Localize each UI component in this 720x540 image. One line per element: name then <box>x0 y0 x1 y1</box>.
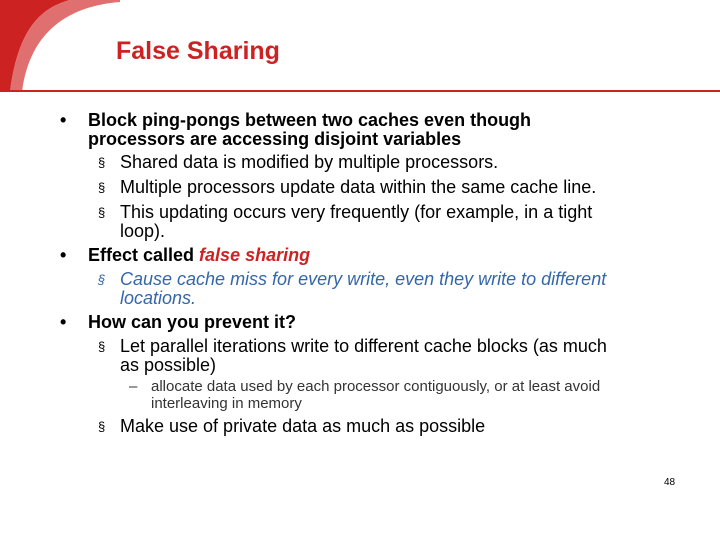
sub-bullet-item <box>98 336 607 356</box>
sub-sub-bullet-item <box>129 378 601 395</box>
bullet-marker: • <box>60 312 67 332</box>
page-number: 48 <box>664 477 676 488</box>
sub-bullet-text-continued: as possible) <box>120 355 217 375</box>
sub-bullet-marker: § <box>98 205 106 220</box>
sub-bullet-item <box>98 202 593 222</box>
sub-sub-bullet-text-continued: interleaving in memory <box>151 395 302 412</box>
sub-sub-bullet-marker: – <box>129 378 138 395</box>
sub-bullet-text: Shared data is modified by multiple processors. <box>120 152 499 172</box>
sub-bullet-marker: § <box>98 419 106 434</box>
sub-bullet-text: Make use of private data as much as possible <box>120 416 486 436</box>
sub-bullet-text: This updating occurs very frequently (for example, in a tight <box>120 202 593 222</box>
sub-bullet-marker: § <box>98 180 106 195</box>
sub-bullet-marker: § <box>98 155 106 170</box>
bullet-marker: • <box>60 245 67 265</box>
title-divider <box>0 90 720 92</box>
slide-title: False Sharing <box>116 37 280 65</box>
sub-sub-bullet-text: allocate data used by each processor contiguously, or at least avoid <box>151 378 601 395</box>
sub-bullet-item <box>98 152 499 172</box>
sub-bullet-item <box>98 416 486 436</box>
sub-bullet-marker: § <box>98 339 106 354</box>
sub-bullet-item <box>98 269 607 289</box>
sub-bullet-item <box>98 177 597 197</box>
bullet-text-prefix: Effect called <box>88 245 200 265</box>
sub-bullet-text-continued: loop). <box>120 221 166 241</box>
sub-bullet-text-continued: locations. <box>120 288 197 308</box>
sub-bullet-marker: § <box>98 272 106 287</box>
sub-bullet-text: Let parallel iterations write to different cache blocks (as much <box>120 336 607 356</box>
corner-swoosh-graphic <box>0 0 120 92</box>
bullet-item <box>60 110 532 130</box>
bullet-marker: • <box>60 110 67 130</box>
bullet-emphasis-text: false sharing <box>199 245 311 265</box>
bullet-text-continued: processors are accessing disjoint variables <box>88 129 462 149</box>
bullet-text: How can you prevent it? <box>88 312 297 332</box>
sub-bullet-text: Cause cache miss for every write, even they write to different <box>120 269 607 289</box>
bullet-item <box>60 245 311 265</box>
sub-bullet-text: Multiple processors update data within the same cache line. <box>120 177 597 197</box>
bullet-item <box>60 312 297 332</box>
bullet-text: Block ping-pongs between two caches even though <box>88 110 532 130</box>
